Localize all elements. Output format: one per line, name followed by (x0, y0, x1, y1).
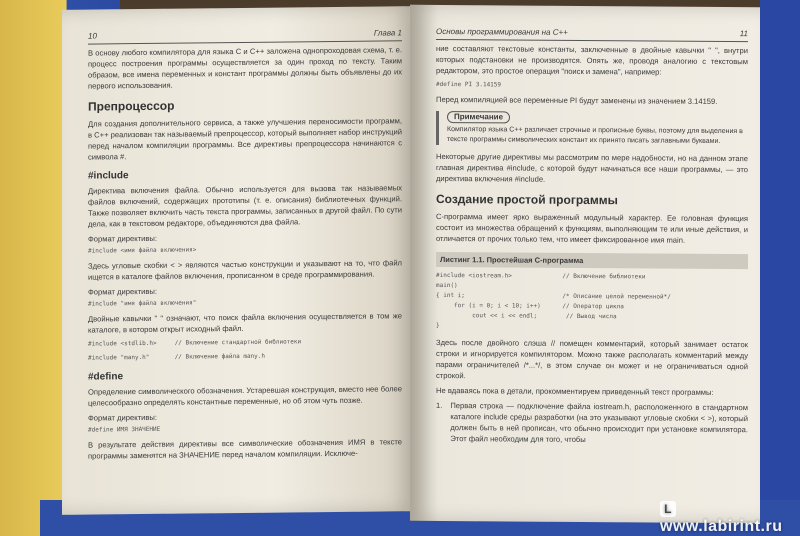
paragraph: Здесь угловые скобки < > являются частью конструкции и указывают на то, что файл ищется в каталоге файлов включения, прописанном в среде программирования. (88, 258, 402, 282)
right-page (410, 5, 760, 523)
note-box (436, 111, 748, 147)
code-line: cout << i << endl; // Вывод числа (436, 311, 617, 321)
paragraph: Двойные кавычки " " означают, что поиск файла включения осуществляется в том же каталоге, в котором открыт исходный файл. (88, 311, 402, 335)
code-line: #include <stdlib.h> // Включение стандартной библиотеки (88, 338, 302, 348)
code-line: { int i; /* Описание целой переменной*/ (436, 291, 671, 301)
code-line: #include "имя файла включения" (88, 299, 197, 308)
code-line: main() (436, 281, 458, 290)
code-line: #define PI 3.14159 (436, 80, 502, 89)
paragraph: Для создания дополнительного сервиса, а также улучшения переносимости программ, в С++ реализован так называемый препроцессор, который выполняет набор инструкций перед началом компиляции программы. Все директивы препроцессора начинаются с символа #. (88, 116, 402, 162)
paragraph: Определение символического обозначения. Устаревшая конструкция, вместо нее более целесообразно определять константные переменные, но об этом чуть позже. (88, 384, 402, 408)
note-label: Примечание (447, 111, 510, 123)
format-label: Формат директивы: (88, 233, 157, 244)
left-page-header (88, 28, 402, 44)
left-page (62, 6, 414, 515)
note-text: Компилятор языка С++ различает строчные и прописные буквы, поэтому для выделения в тексте программы символических констант их принято писать заглавными буквами. (447, 126, 743, 145)
book-cover-right (760, 0, 800, 536)
code-line: } (436, 321, 440, 329)
labirint-logo-icon: L (660, 501, 676, 517)
item-number: 1. (436, 400, 443, 411)
right-page-header (436, 27, 748, 42)
paragraph: Здесь после двойного слэша // помещен комментарий, который занимает остаток строки и игнорируется компилятором. Можно также располагать комментарий между парами ограничителей /*...*/, в этом случае он может и не ограничиваться одной строкой. (436, 337, 748, 381)
numbered-item (436, 400, 748, 450)
chapter-title: Глава 1 (373, 28, 402, 38)
listing-title: Листинг 1.1. Простейшая С-программа (436, 252, 748, 269)
watermark-text: www.labirint.ru (660, 518, 783, 535)
format-label: Формат директивы: (88, 412, 157, 423)
code-listing (436, 271, 748, 333)
paragraph: ние составляют текстовые константы, заключенные в двойные кавычки " ", внутри которых подстановки не производятся. Опять же, проводя аналогию с текстовым редактором, это простое операция "поиск и замена", например: (436, 43, 748, 77)
left-page-content (88, 44, 402, 506)
paragraph: Перед компиляцией все переменные PI будут заменены из значением 3.14159. (436, 94, 718, 106)
running-title: Основы программирования на С++ (436, 26, 568, 37)
site-watermark (660, 500, 800, 536)
subsection-heading: #include (88, 170, 129, 182)
page-number: 11 (739, 29, 748, 39)
format-label: Формат директивы: (88, 286, 157, 297)
subsection-heading: #define (88, 371, 124, 383)
right-page-content (436, 43, 748, 515)
paragraph: Некоторые другие директивы мы рассмотрим по мере надобности, но на данном этапе главная директива #include, с которой будут начинаться все наши программы, — это директива включения #include. (436, 151, 748, 184)
code-line: for (i = 0; i < 10; i++) // Оператор цикла (436, 301, 624, 311)
paragraph: Директива включения файла. Обычно используется для вызова так называемых файлов включений, содержащих прототипы (т. е. описания) библиотечных функций. Также позволяет включить часть текста программы, записанных в другой файл. По сути дела, как в текстовом редакторе, объединяются два файла. (88, 183, 402, 229)
page-number: 10 (88, 31, 97, 41)
code-line: #include "many.h" // Включение файла many.h (88, 352, 266, 362)
code-line: #define ИМЯ ЗНАЧЕНИЕ (88, 425, 161, 434)
section-heading: Создание простой программы (436, 191, 618, 208)
paragraph: С-программа имеет ярко выраженный модульный характер. Ее головная функция состоит из множества обращений к функциям, выполняющим те или иные действия, и отличается от прочих только тем, что имеет фиксированное имя main. (436, 211, 748, 245)
section-heading: Препроцессор (88, 98, 175, 114)
paragraph: В результате действия директивы все символические обозначения ИМЯ в тексте программы заменятся на ЗНАЧЕНИЕ перед началом компиляции. Исключе- (88, 437, 402, 461)
code-line: #include <iostream.h> // Включение библиотеки (436, 271, 646, 281)
paragraph: В основу любого компилятора для языка С и С++ заложена однопроходовая схема, т. е. процесс построения программы осуществляется за один проход по тексту. Таким образом, все имена переменных и констант программы должны быть объявлены до их первого использования. (88, 45, 402, 91)
paragraph: Не вдаваясь пока в детали, прокомментируем приведенный текст программы: (436, 385, 714, 397)
item-text: Первая строка — подключение файла iostream.h, расположенного в стандартном каталоге include среды разработки (на это указывают угловые скобки < >), который должен быть в ней прописан, что обычно происходит при установке компилятора. Этот файл необходим для того, чтобы (450, 401, 748, 445)
code-line: #include <имя файла включения> (88, 246, 197, 255)
